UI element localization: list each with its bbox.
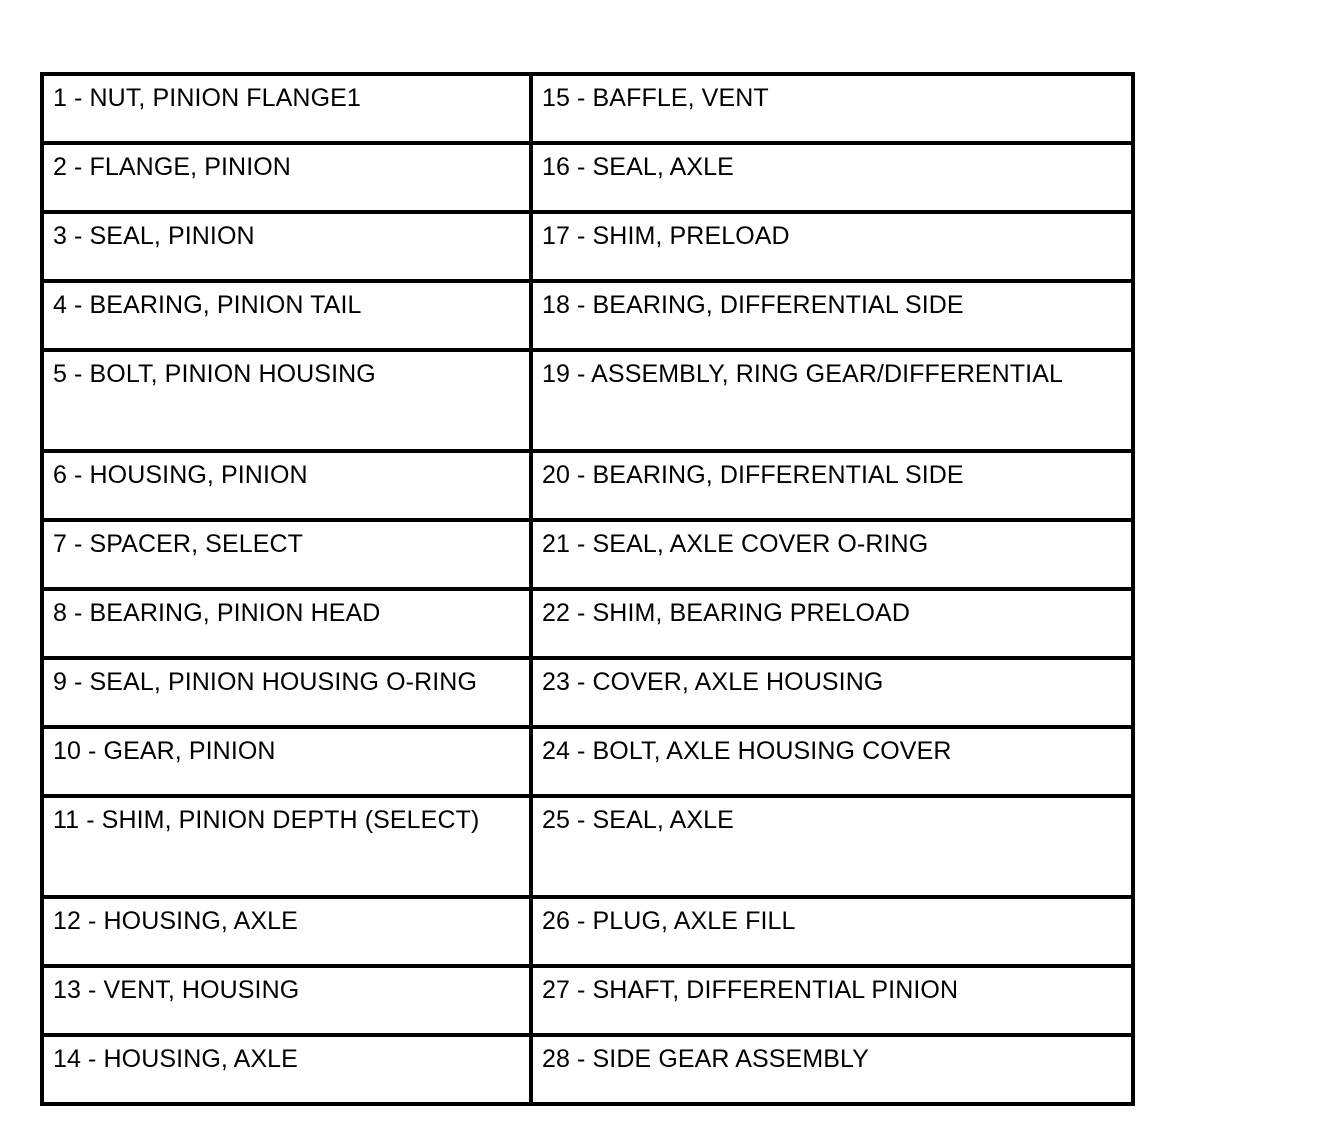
parts-legend-table (40, 72, 1135, 1106)
table-row (42, 520, 1133, 589)
table-cell-left: 12 - HOUSING, AXLE (42, 897, 531, 966)
table-cell-left: 11 - SHIM, PINION DEPTH (SELECT) (42, 796, 531, 897)
table-cell-right: 22 - SHIM, BEARING PRELOAD (531, 589, 1133, 658)
table-cell-right: 17 - SHIM, PRELOAD (531, 212, 1133, 281)
table-row (42, 74, 1133, 143)
table-row (42, 658, 1133, 727)
table-cell-right: 20 - BEARING, DIFFERENTIAL SIDE (531, 451, 1133, 520)
table-row (42, 966, 1133, 1035)
table-cell-right: 18 - BEARING, DIFFERENTIAL SIDE (531, 281, 1133, 350)
table-row (42, 589, 1133, 658)
table-row (42, 451, 1133, 520)
table-row (42, 350, 1133, 451)
table-cell-left: 5 - BOLT, PINION HOUSING (42, 350, 531, 451)
table-cell-left: 4 - BEARING, PINION TAIL (42, 281, 531, 350)
table-row (42, 727, 1133, 796)
table-cell-left: 10 - GEAR, PINION (42, 727, 531, 796)
table-cell-left: 14 - HOUSING, AXLE (42, 1035, 531, 1104)
table-cell-left: 8 - BEARING, PINION HEAD (42, 589, 531, 658)
table-cell-right: 26 - PLUG, AXLE FILL (531, 897, 1133, 966)
table-cell-left: 3 - SEAL, PINION (42, 212, 531, 281)
table-cell-right: 21 - SEAL, AXLE COVER O-RING (531, 520, 1133, 589)
table-cell-left: 7 - SPACER, SELECT (42, 520, 531, 589)
table-row (42, 281, 1133, 350)
table-cell-right: 16 - SEAL, AXLE (531, 143, 1133, 212)
table-row (42, 1035, 1133, 1104)
table-row (42, 212, 1133, 281)
table-row (42, 796, 1133, 897)
table-cell-right: 28 - SIDE GEAR ASSEMBLY (531, 1035, 1133, 1104)
table-cell-left: 2 - FLANGE, PINION (42, 143, 531, 212)
table-cell-right: 19 - ASSEMBLY, RING GEAR/DIFFERENTIAL (531, 350, 1133, 451)
table-cell-right: 24 - BOLT, AXLE HOUSING COVER (531, 727, 1133, 796)
table-cell-right: 27 - SHAFT, DIFFERENTIAL PINION (531, 966, 1133, 1035)
table-row (42, 897, 1133, 966)
table-row (42, 143, 1133, 212)
table-cell-left: 13 - VENT, HOUSING (42, 966, 531, 1035)
table-cell-right: 25 - SEAL, AXLE (531, 796, 1133, 897)
table-cell-left: 1 - NUT, PINION FLANGE1 (42, 74, 531, 143)
table-cell-left: 9 - SEAL, PINION HOUSING O-RING (42, 658, 531, 727)
table-cell-left: 6 - HOUSING, PINION (42, 451, 531, 520)
table-cell-right: 23 - COVER, AXLE HOUSING (531, 658, 1133, 727)
table-cell-right: 15 - BAFFLE, VENT (531, 74, 1133, 143)
